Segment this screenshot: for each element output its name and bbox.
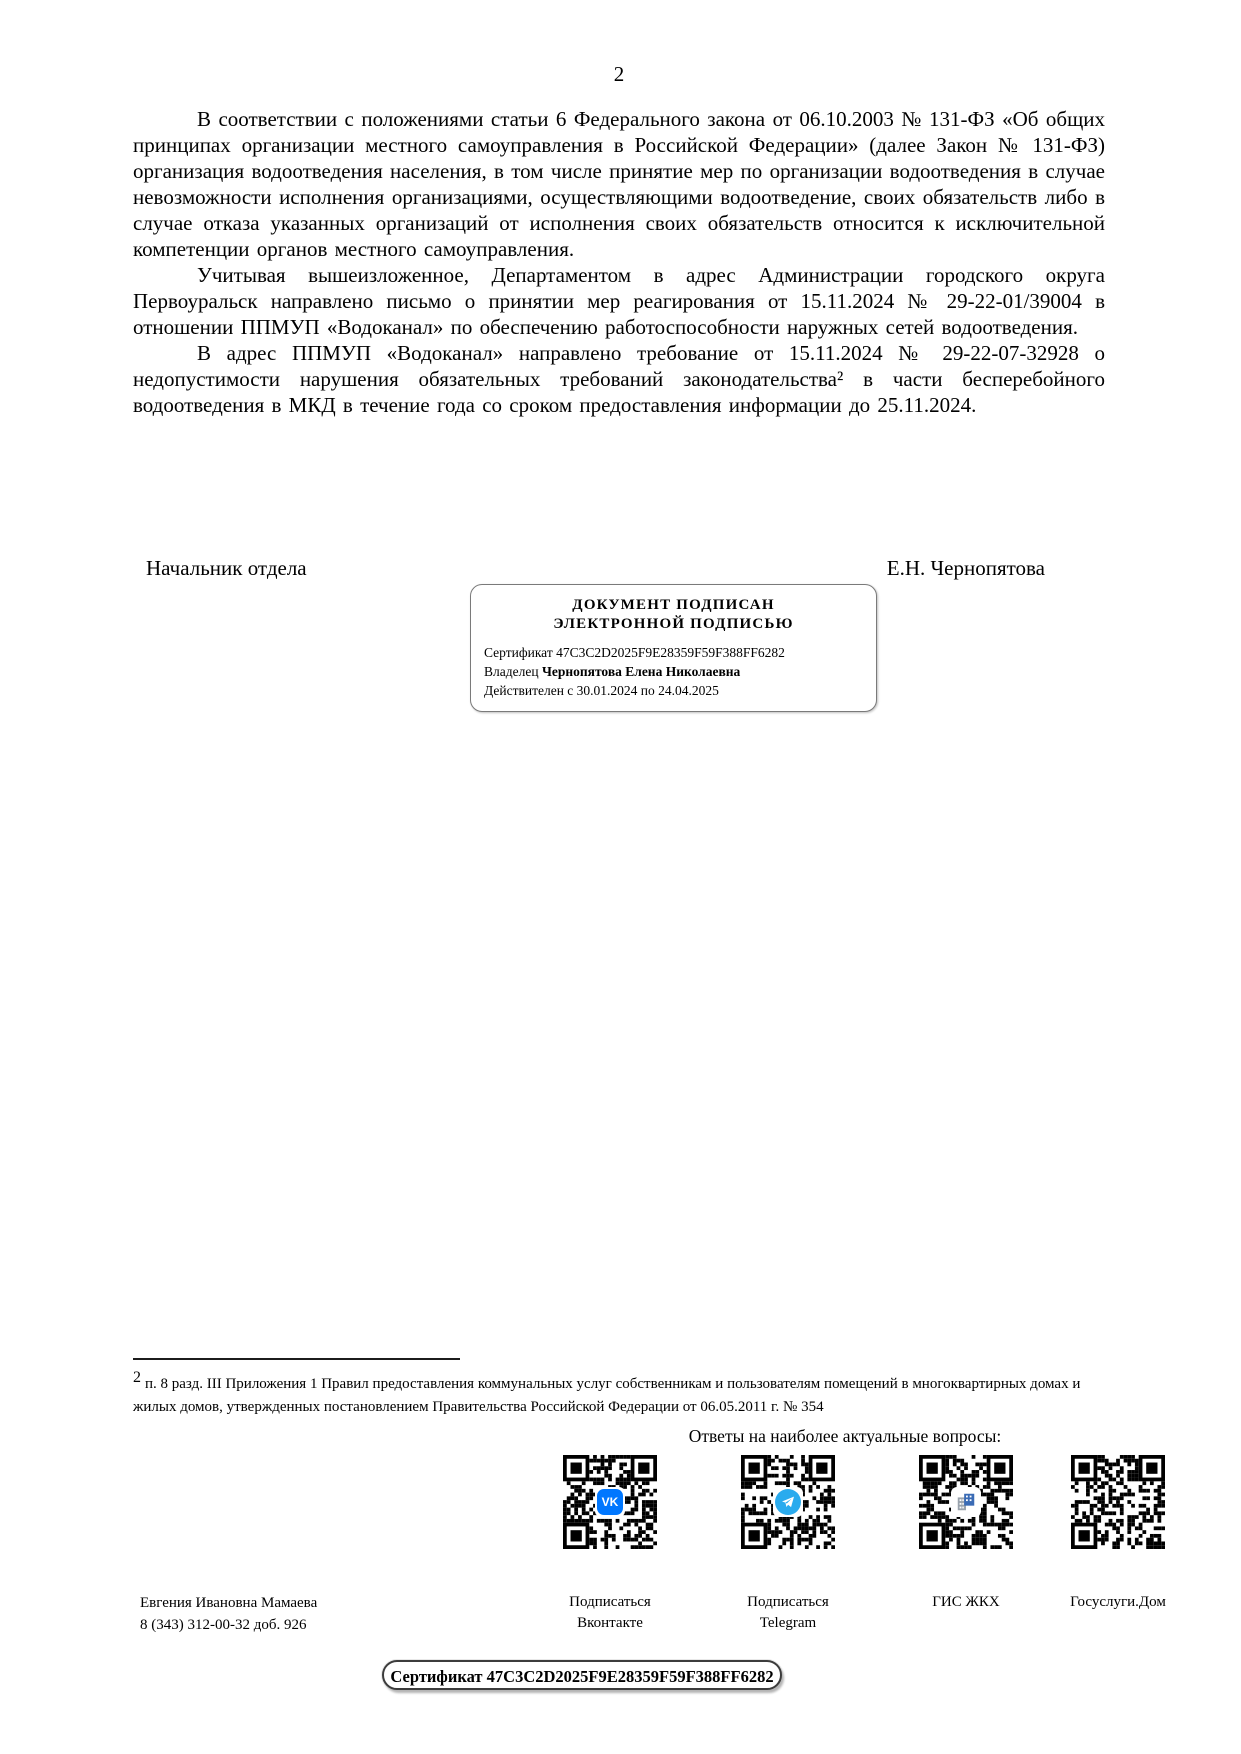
- qr-code-gis-zhkh: [919, 1455, 1013, 1549]
- qr-label-telegram: Подписаться Telegram: [747, 1594, 829, 1631]
- vk-logo-icon: VK: [595, 1487, 625, 1517]
- stamp-owner-name: Чернопятова Елена Николаевна: [541, 664, 741, 679]
- stamp-title-line1: ДОКУМЕНТ ПОДПИСАН: [572, 597, 775, 613]
- letter-body: [133, 106, 1105, 418]
- stamp-validity: Действителен с 30.01.2024 по 24.04.2025: [484, 683, 719, 698]
- page-number: 2: [613, 62, 625, 86]
- electronic-signature-stamp: [470, 584, 877, 712]
- paragraph-letter-to-administration: Учитывая вышеизложенное, Департаментом в адрес Администрации городского округа Первоуральск направлено письмо о принятии мер реагирования от 15.11.2024 № 29-22-01/39004 в отношении ППМУП «Водоканал» по обеспечению работоспособности наружных сетей водоотведения.: [133, 263, 1105, 339]
- paragraph-law-131: В соответствии с положениями статьи 6 Федерального закона от 06.10.2003 № 131-ФЗ «Об общих принципах организации местного самоуправления в Российской Федерации» (далее Закон № 131-ФЗ) организация водоотведения населения, в том числе принятие мер по организации водоотведения в случае невозможности исполнения организациями, осуществляющими водоотведение, своих обязательств либо в случае отказа указанных организаций от исполнения своих обязательств относится к исключительной компетенции органов местного самоуправления.: [133, 107, 1105, 261]
- footnote-marker: 2: [133, 1369, 141, 1386]
- qr-label-gis-zhkh: ГИС ЖКХ: [932, 1594, 1000, 1610]
- stamp-title: [471, 596, 876, 634]
- stamp-owner: [484, 662, 870, 681]
- stamp-title-line2: ЭЛЕКТРОННОЙ ПОДПИСЬЮ: [553, 616, 794, 632]
- footnote-text: п. 8 разд. III Приложения 1 Правил предоставления коммунальных услуг собственникам и пользователям помещений в многоквартирных домах и жилых домов, утвержденных постановлением Правительства Российской Федерации от 06.05.2011 г. № 354: [133, 1376, 1081, 1415]
- contact-phone: 8 (343) 312-00-32 доб. 926: [140, 1617, 307, 1633]
- footnote: [133, 1369, 1098, 1419]
- stamp-details: [471, 643, 876, 700]
- signer-name: Е.Н. Чернопятова: [886, 556, 1045, 580]
- qr-code-telegram: [741, 1455, 835, 1549]
- stamp-certificate: Сертификат 47C3C2D2025F9E28359F59F388FF6282: [484, 645, 785, 660]
- contact-info: [140, 1592, 317, 1636]
- qr-section-heading: Ответы на наиболее актуальные вопросы:: [688, 1426, 1002, 1446]
- qr-label-gosuslugi-dom: Госуслуги.Дом: [1070, 1594, 1166, 1610]
- qr-label-vk: Подписаться Вконтакте: [569, 1594, 651, 1631]
- certificate-footer-badge: Сертификат 47C3C2D2025F9E28359F59F388FF6282: [382, 1660, 782, 1690]
- qr-code-vk: [563, 1455, 657, 1549]
- contact-name: Евгения Ивановна Мамаева: [140, 1595, 318, 1611]
- qr-code-gosuslugi-dom: [1071, 1455, 1165, 1549]
- paragraph-requirement-vodokanal: В адрес ППМУП «Водоканал» направлено требование от 15.11.2024 № 29-22-07-32928 о недопустимости нарушения обязательных требований законодательства² в части бесперебойного водоотведения в МКД в течение года со сроком предоставления информации до 25.11.2024.: [133, 341, 1105, 417]
- stamp-owner-label: Владелец: [484, 664, 539, 679]
- telegram-logo-icon: [773, 1487, 803, 1517]
- signer-position: Начальник отдела: [146, 556, 307, 580]
- footnote-divider: [133, 1358, 460, 1360]
- building-logo-icon: [951, 1487, 981, 1517]
